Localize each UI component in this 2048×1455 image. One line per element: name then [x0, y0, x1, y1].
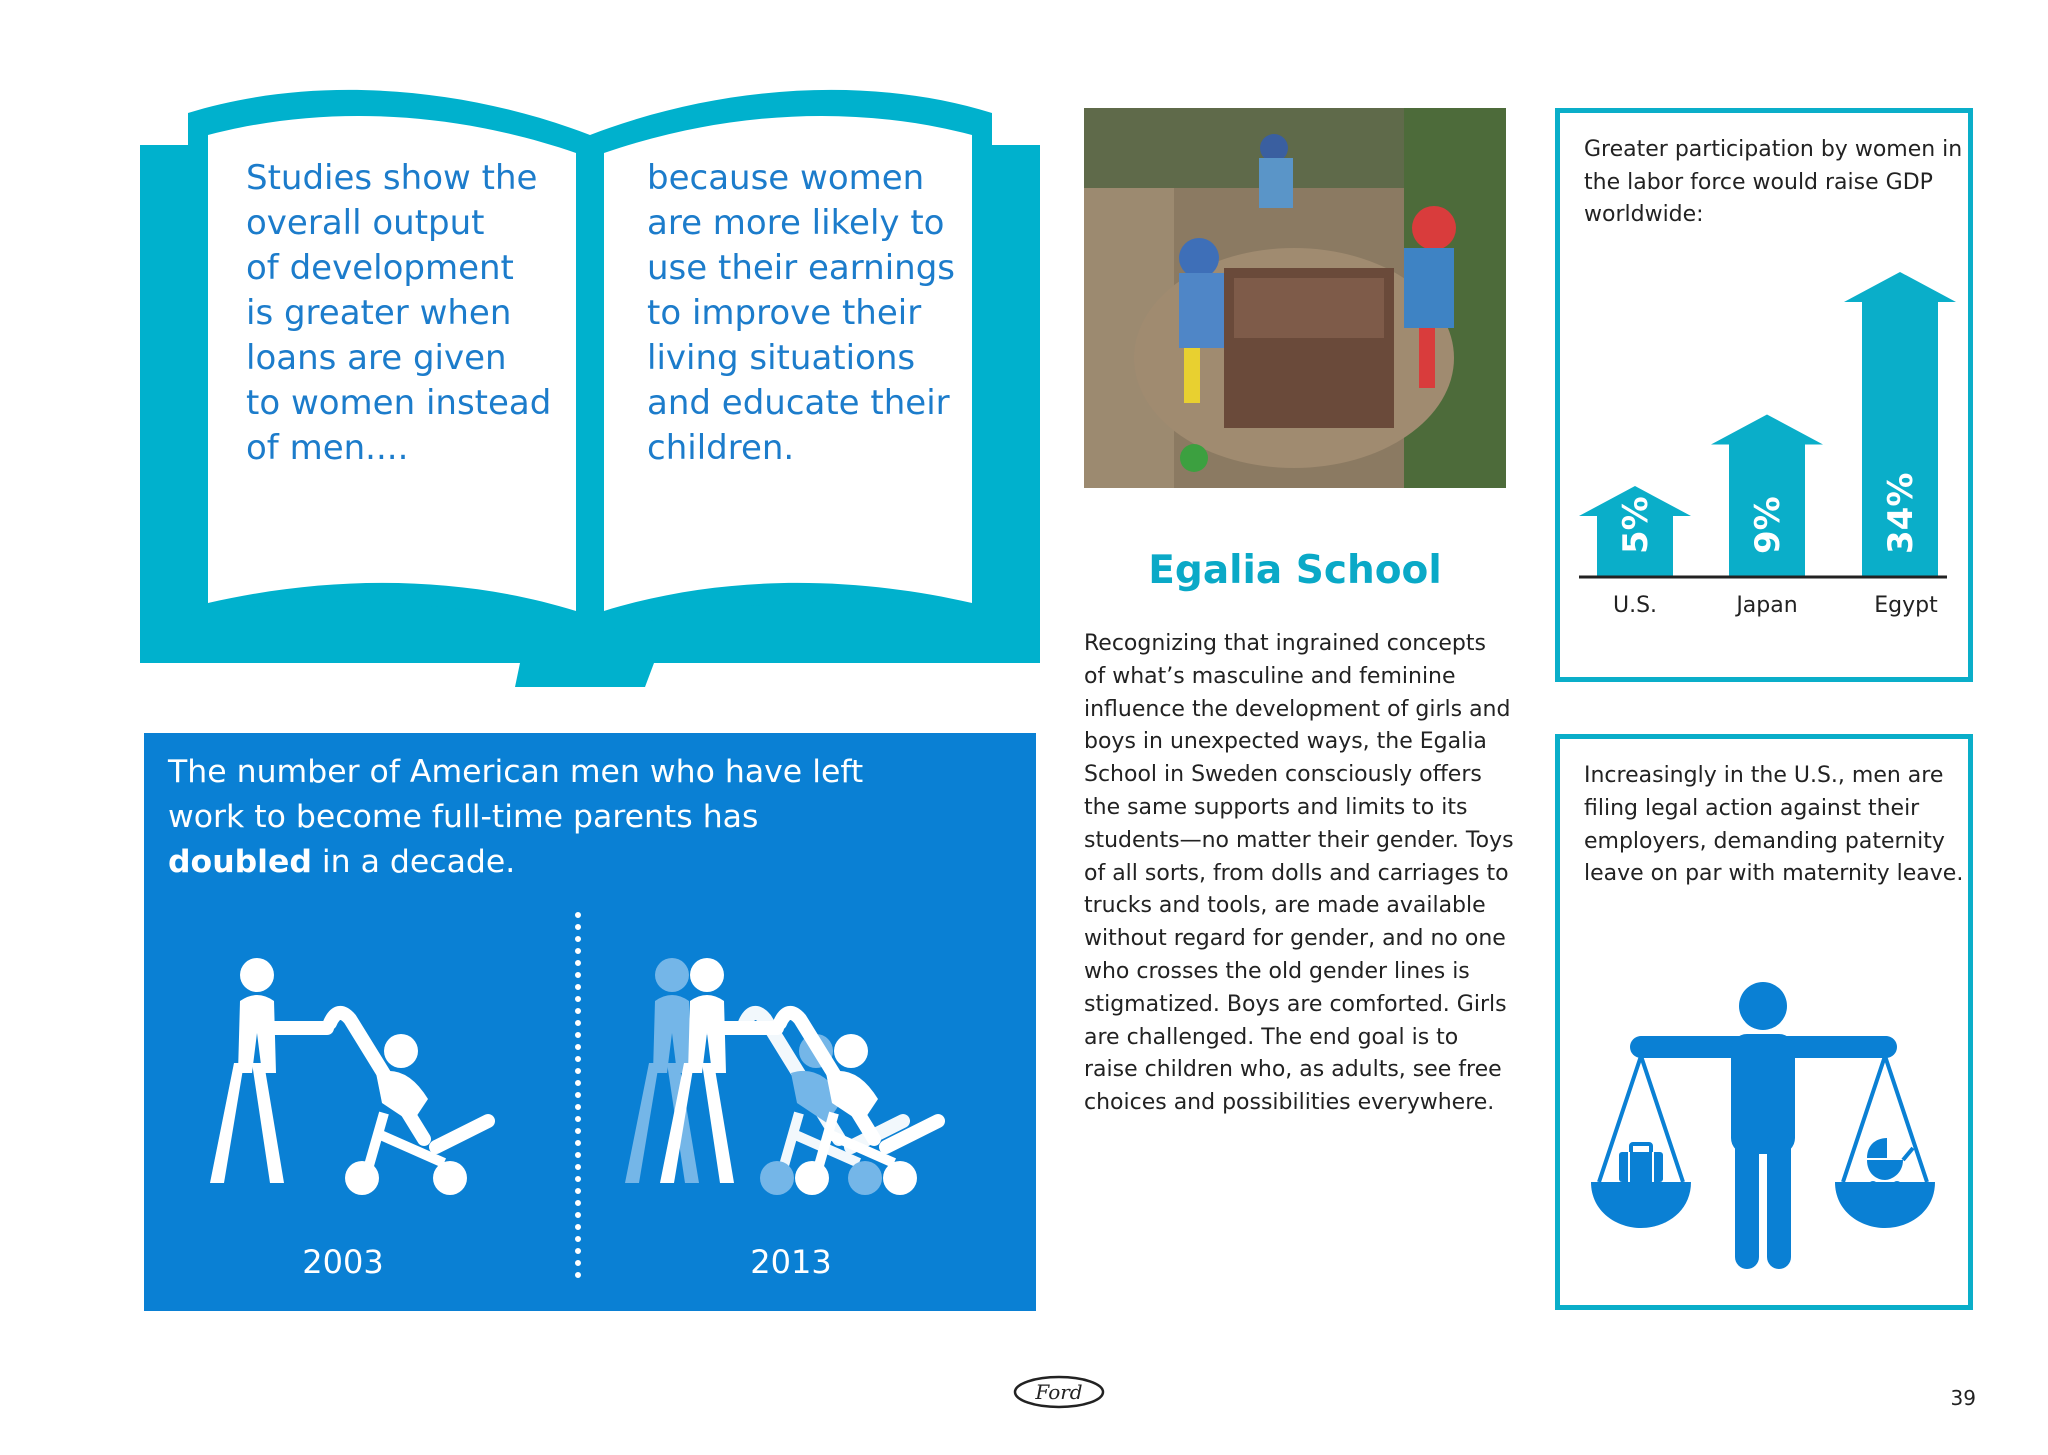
egalia-school-body-text: Recognizing that ingrained concepts of what’s masculine and feminine influence the development of girls and boys in unexpected ways, the Egalia School in Sweden consciously offers the same supports and limits to its students—no matter their gender. Toys of all sorts, from dolls and carriages to trucks and tools, are made available without regard for gender, and no one who crosses the old gender lines is stigmatized. Boys are comforted. Girls are challenged. The end goal is to raise children who, as adults, see free choices and possibilities everywhere.	[1084, 631, 1514, 1116]
ford-logo-text: Ford	[1035, 1380, 1083, 1404]
statement-text: The number of American men who have left work to become full-time parents has	[168, 754, 864, 835]
year-label-2003: 2003	[302, 1243, 384, 1281]
book-right-page-text: because women are more likely to use their earnings to improve their living situations and educate their children.	[647, 158, 955, 468]
page-number: 39	[1950, 1386, 1976, 1410]
gdp-category-label: U.S.	[1612, 593, 1658, 618]
gdp-category-label: Egypt	[1874, 593, 1938, 618]
balance-scale-icon	[1555, 734, 1973, 1310]
gdp-arrow-chart	[1555, 108, 1973, 682]
year-label-2013: 2013	[750, 1243, 832, 1281]
gdp-chart-caption: Greater participation by women in the labor force would raise GDP worldwide:	[1584, 137, 1963, 227]
egalia-school-heading: Egalia School	[1148, 548, 1442, 593]
gdp-value-label: 5%	[1616, 496, 1656, 554]
statement-text-end: in a decade.	[311, 844, 516, 880]
gdp-category-label: Japan	[1736, 593, 1798, 618]
ford-logo	[1012, 1374, 1106, 1410]
book-left-page-text: Studies show the overall output of development is greater when loans are given to women instead of men....	[246, 158, 552, 468]
paternity-caption: Increasingly in the U.S., men are filing legal action against their employers, demanding paternity leave on par with maternity leave.	[1584, 763, 1964, 887]
egalia-school-photo	[1084, 108, 1506, 488]
gdp-value-label: 34%	[1881, 472, 1921, 554]
father-stroller-pictograms	[144, 733, 1036, 1311]
statement-emphasis: doubled	[168, 844, 312, 880]
briefcase-icon	[1619, 1144, 1663, 1182]
gdp-value-label: 9%	[1748, 496, 1788, 554]
